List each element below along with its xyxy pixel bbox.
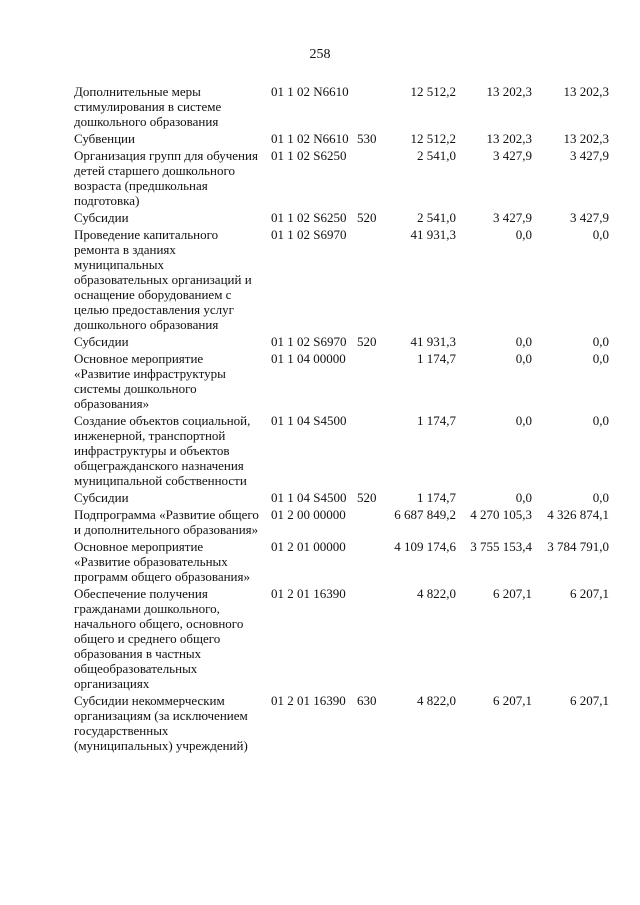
row-amount-year-2: 6 207,1 <box>493 586 532 601</box>
row-code: 01 1 02 S6970 <box>271 227 347 242</box>
table-row <box>74 148 614 208</box>
table-row <box>74 586 614 691</box>
table-row <box>74 351 614 411</box>
row-name: Основное мероприятие «Развитие образовательных программ общего образования» <box>74 539 250 584</box>
row-name: Создание объектов социальной, инженерной, транспортной инфраструктуры и объектов общегражданского назначения муниципальной собственности <box>74 413 251 488</box>
row-amount-year-1: 4 822,0 <box>417 693 456 708</box>
row-code: 01 1 04 S4500 <box>271 413 347 428</box>
row-amount-year-1: 41 931,3 <box>410 227 456 242</box>
row-amount-year-3: 0,0 <box>592 227 609 242</box>
row-amount-year-2: 3 427,9 <box>493 148 532 163</box>
table-row <box>74 84 614 129</box>
row-amount-year-2: 13 202,3 <box>486 131 532 146</box>
row-amount-year-1: 2 541,0 <box>417 148 456 163</box>
row-amount-year-3: 0,0 <box>592 490 609 505</box>
row-code: 01 1 02 S6250 <box>271 210 347 225</box>
table-row <box>74 490 614 505</box>
row-expense-type: 520 <box>357 210 377 225</box>
row-amount-year-3: 4 326 874,1 <box>547 507 609 522</box>
row-amount-year-1: 1 174,7 <box>417 490 456 505</box>
row-amount-year-3: 6 207,1 <box>570 586 609 601</box>
row-name: Основное мероприятие «Развитие инфраструктуры системы дошкольного образования» <box>74 351 226 411</box>
row-amount-year-1: 4 822,0 <box>417 586 456 601</box>
row-code: 01 1 02 S6970 <box>271 334 347 349</box>
row-expense-type: 530 <box>357 131 377 146</box>
row-amount-year-2: 4 270 105,3 <box>470 507 532 522</box>
row-amount-year-1: 1 174,7 <box>417 413 456 428</box>
row-name: Организация групп для обучения детей старшего дошкольного возраста (предшкольная подготовка) <box>74 148 258 208</box>
row-amount-year-2: 0,0 <box>515 227 532 242</box>
table-row <box>74 507 614 537</box>
row-code: 01 2 01 16390 <box>271 586 346 601</box>
table-row <box>74 210 614 225</box>
row-amount-year-2: 0,0 <box>515 413 532 428</box>
row-code: 01 1 02 N6610 <box>271 84 349 99</box>
row-expense-type: 520 <box>357 334 377 349</box>
row-amount-year-2: 6 207,1 <box>493 693 532 708</box>
row-amount-year-3: 6 207,1 <box>570 693 609 708</box>
row-name: Субсидии <box>74 334 129 349</box>
row-expense-type: 630 <box>357 693 377 708</box>
row-amount-year-3: 3 427,9 <box>570 210 609 225</box>
row-code: 01 2 01 00000 <box>271 539 346 554</box>
row-amount-year-3: 0,0 <box>592 413 609 428</box>
row-amount-year-1: 2 541,0 <box>417 210 456 225</box>
row-amount-year-2: 3 427,9 <box>493 210 532 225</box>
row-name: Дополнительные меры стимулирования в системе дошкольного образования <box>74 84 222 129</box>
row-code: 01 1 02 N6610 <box>271 131 349 146</box>
table-row <box>74 131 614 146</box>
table-row <box>74 334 614 349</box>
budget-table <box>74 84 614 755</box>
table-row <box>74 227 614 332</box>
row-code: 01 2 00 00000 <box>271 507 346 522</box>
row-amount-year-1: 41 931,3 <box>410 334 456 349</box>
row-amount-year-1: 12 512,2 <box>410 131 456 146</box>
row-name: Субвенции <box>74 131 135 146</box>
row-expense-type: 520 <box>357 490 377 505</box>
row-amount-year-1: 1 174,7 <box>417 351 456 366</box>
row-amount-year-3: 13 202,3 <box>563 131 609 146</box>
row-amount-year-1: 12 512,2 <box>410 84 456 99</box>
row-amount-year-1: 4 109 174,6 <box>394 539 456 554</box>
row-code: 01 2 01 16390 <box>271 693 346 708</box>
page-number: 258 <box>309 47 331 62</box>
row-amount-year-2: 0,0 <box>515 334 532 349</box>
row-name: Субсидии <box>74 490 129 505</box>
row-amount-year-3: 3 427,9 <box>570 148 609 163</box>
row-amount-year-3: 3 784 791,0 <box>547 539 609 554</box>
table-row <box>74 413 614 488</box>
row-amount-year-1: 6 687 849,2 <box>394 507 456 522</box>
table-row <box>74 539 614 584</box>
row-amount-year-2: 13 202,3 <box>486 84 532 99</box>
table-row <box>74 693 614 753</box>
row-name: Подпрограмма «Развитие общего и дополнительного образования» <box>74 507 259 537</box>
row-amount-year-3: 13 202,3 <box>563 84 609 99</box>
row-name: Обеспечение получения гражданами дошкольного, начального общего, основного общего и среднего общего образования в частных общеобразовательных организациях <box>74 586 244 691</box>
row-code: 01 1 02 S6250 <box>271 148 347 163</box>
row-name: Субсидии некоммерческим организациям (за исключением государственных (муниципальных) учреждений) <box>74 693 248 753</box>
row-name: Проведение капитального ремонта в зданиях муниципальных образовательных организаций и оснащение оборудованием с целью предоставления услуг дошкольного образования <box>74 227 252 332</box>
row-amount-year-3: 0,0 <box>592 351 609 366</box>
row-name: Субсидии <box>74 210 129 225</box>
row-code: 01 1 04 00000 <box>271 351 346 366</box>
row-amount-year-2: 0,0 <box>515 351 532 366</box>
row-amount-year-3: 0,0 <box>592 334 609 349</box>
row-code: 01 1 04 S4500 <box>271 490 347 505</box>
row-amount-year-2: 3 755 153,4 <box>470 539 532 554</box>
row-amount-year-2: 0,0 <box>515 490 532 505</box>
